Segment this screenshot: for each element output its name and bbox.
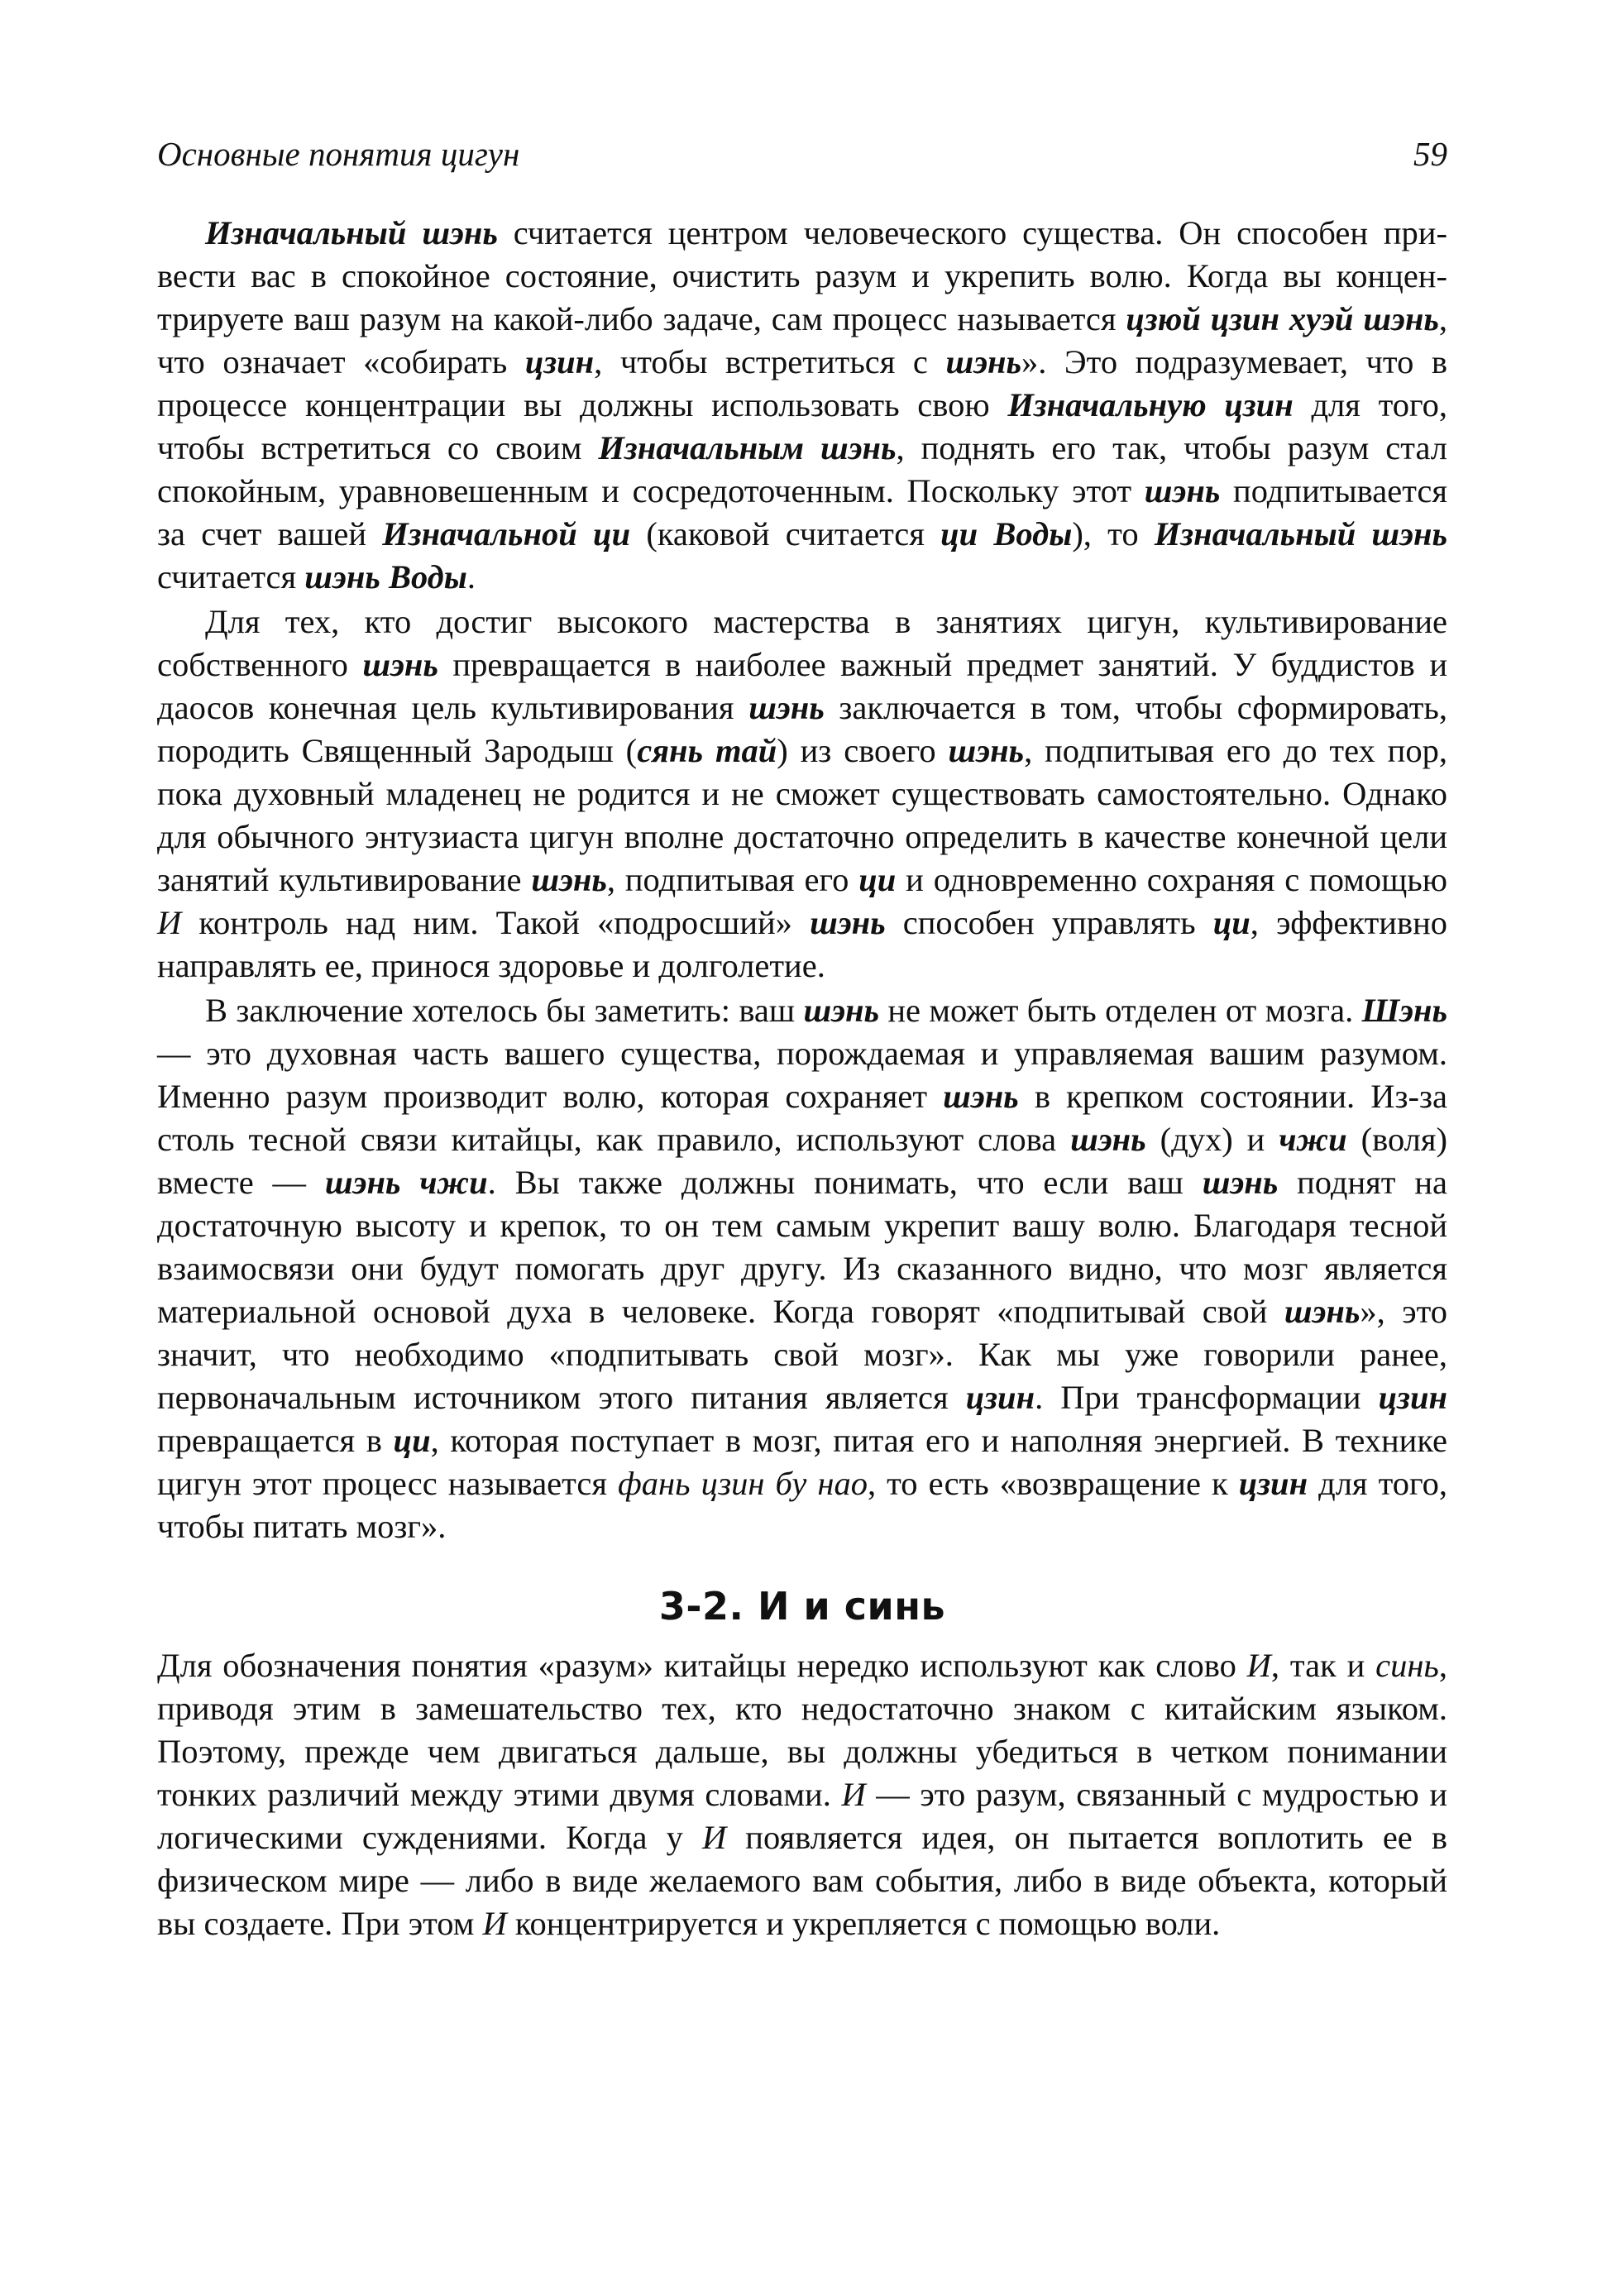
term: цзин — [1378, 1379, 1447, 1416]
paragraph — [157, 1644, 1447, 1945]
term: И — [157, 904, 182, 941]
term: шэнь — [943, 1078, 1019, 1115]
text-run: , то есть «возвращение к — [867, 1465, 1239, 1502]
text-run: , так и — [1270, 1647, 1376, 1684]
page-number: 59 — [1413, 135, 1447, 173]
text-run: ». Это подразумевает, что в процессе концентрации вы должны использовать свою — [157, 343, 1447, 423]
term: шэнь — [748, 689, 825, 726]
text-run: , эффективно направлять ее, принося здоровье и долголетие. — [157, 904, 1447, 984]
term: цзин — [1238, 1465, 1308, 1502]
term: цзюй цзин хуэй шэнь — [1126, 300, 1439, 337]
text-run: . Вы также должны понимать, что если ваш — [487, 1164, 1203, 1201]
text-run: , подпитывая его до тех пор, пока духовный младенец не родится и не сможет существовать самостоятельно. Однако для обычного энтузиаста цигун вполне достаточно определить в качестве конечной цели занятий культивирование — [157, 732, 1447, 898]
term: ци Воды — [940, 515, 1073, 552]
text-run: превращается в наиболее важный предмет занятий. У буддистов и даосов конечная цель культивирования — [157, 646, 1447, 726]
term: сянь тай — [637, 732, 777, 769]
section-body-text — [157, 1644, 1447, 1945]
text-run: для того, чтобы питать мозг». — [157, 1465, 1447, 1545]
text-run: — это разум, связанный с мудростью и логическими суждениями. Когда у — [157, 1776, 1447, 1856]
text-run: контроль над ним. Такой «подросший» — [181, 904, 811, 941]
text-run: поднят на достаточную высоту и крепок, то он тем самым укрепит вашу волю. Благодаря тесной взаимосвязи они будут помогать друг другу. Из сказанного видно, что мозг является материальной основой духа в человеке. Когда говорят «подпитывай свой — [157, 1164, 1448, 1330]
term: И — [1246, 1647, 1271, 1684]
term: И — [482, 1905, 507, 1942]
text-run: подпитывается за счет вашей — [157, 472, 1447, 552]
term: шэнь — [1144, 472, 1221, 509]
text-run: (воля) вместе — — [157, 1121, 1447, 1201]
text-run: способен управлять — [885, 904, 1213, 941]
term: чжи — [1279, 1121, 1347, 1158]
term: шэнь — [1070, 1121, 1146, 1158]
text-run: — это духовная часть вашего существа, порождаемая и управляемая вашим разумом. Именно разум производит волю, которая сохраняет — [157, 1035, 1447, 1115]
term: Шэнь — [1361, 992, 1447, 1029]
running-head — [157, 132, 1447, 175]
text-run: , что означает «собирать — [157, 300, 1447, 380]
text-run: В заключение хотелось бы заметить: ваш — [205, 992, 804, 1029]
term: шэнь — [362, 646, 438, 683]
term: Изначальный шэнь — [205, 214, 498, 251]
text-run: в крепком состоянии. Из-за столь тесной связи китайцы, как правило, используют слова — [157, 1078, 1447, 1158]
term: И — [841, 1776, 866, 1813]
text-run: , подпитывая его — [606, 861, 859, 898]
text-run: считается центром человеческого существа. Он способен привести вас в спокойное состояние, очистить разум и укрепить волю. Когда вы концентрируете ваш разум на какой-либо задаче, сам процесс называется — [157, 214, 1447, 337]
term: Изначальным шэнь — [598, 429, 897, 466]
text-run: ), то — [1072, 515, 1155, 552]
text-run: появляется идея, он пытается воплотить ее в физическом мире — либо в виде желаемого вам события, либо в виде объекта, который вы создаете. При этом — [157, 1819, 1447, 1942]
term: И — [701, 1819, 727, 1856]
running-head-title: Основные понятия цигун — [157, 135, 520, 173]
paragraph — [157, 989, 1447, 1548]
term: шэнь — [1202, 1164, 1279, 1201]
text-run: (каковой считается — [630, 515, 941, 552]
book-page — [157, 132, 1447, 1945]
text-run: заключается в том, чтобы сформировать, породить Священный Зародыш ( — [157, 689, 1447, 769]
paragraph — [157, 600, 1447, 988]
term: цзин — [965, 1379, 1035, 1416]
term: шэнь — [810, 904, 886, 941]
term: ци — [858, 861, 897, 898]
text-run: Для обозначения понятия «разум» китайцы нередко используют как слово — [157, 1647, 1247, 1684]
text-run: превращается в — [157, 1422, 394, 1459]
term: Изначальный шэнь — [1154, 515, 1447, 552]
term: Изначальной ци — [382, 515, 631, 552]
text-run: . При трансформации — [1035, 1379, 1379, 1416]
text-run: », это значит, что необходимо «подпитывать свой мозг». Как мы уже говорили ранее, первоначальным источником этого питания является — [157, 1293, 1447, 1416]
term: ци — [1212, 904, 1251, 941]
text-run: , чтобы встретиться с — [594, 343, 946, 380]
text-run: концентрируется и укрепляется с помощью воли. — [506, 1905, 1221, 1942]
body-text — [157, 212, 1447, 1548]
text-run: считается — [157, 558, 305, 596]
term: фань цзин бу нао — [618, 1465, 868, 1502]
text-run: не может быть отделен от мозга. — [879, 992, 1362, 1029]
term: синь — [1375, 1647, 1439, 1684]
text-run: Для тех, кто достиг высокого мастерства в занятиях цигун, культивирование собственного — [157, 603, 1447, 683]
term: шэнь — [803, 992, 879, 1029]
term: шэнь — [948, 732, 1025, 769]
text-run: , поднять его так, чтобы разум стал спокойным, уравновешенным и сосредоточенным. Поскольку этот — [157, 429, 1447, 509]
section-heading: 3-2. И и синь — [658, 1584, 946, 1629]
text-run: для того, чтобы встретиться со своим — [157, 386, 1448, 466]
term: шэнь — [531, 861, 607, 898]
term: цзин — [524, 343, 595, 380]
text-run: . — [466, 558, 476, 596]
term: шэнь — [945, 343, 1022, 380]
text-run: , которая поступает в мозг, питая его и наполняя энергией. В технике цигун этот процесс называется — [157, 1422, 1447, 1502]
text-run: и одновременно сохраняя с помощью — [896, 861, 1447, 898]
paragraph — [157, 212, 1447, 599]
term: Изначальную цзин — [1007, 386, 1294, 423]
text-run: (дух) и — [1145, 1121, 1279, 1158]
text-run: ) из своего — [777, 732, 949, 769]
term: шэнь Воды — [304, 558, 467, 596]
term: шэнь — [1284, 1293, 1361, 1330]
term: шэнь чжи — [324, 1164, 488, 1201]
text-run: , приводя этим в замешательство тех, кто недостаточно знаком с китайским языком. Поэтому, прежде чем двигаться дальше, вы должны убедиться в четком понимании тонких различий между этими двумя словами. — [157, 1647, 1447, 1813]
term: ци — [393, 1422, 431, 1459]
